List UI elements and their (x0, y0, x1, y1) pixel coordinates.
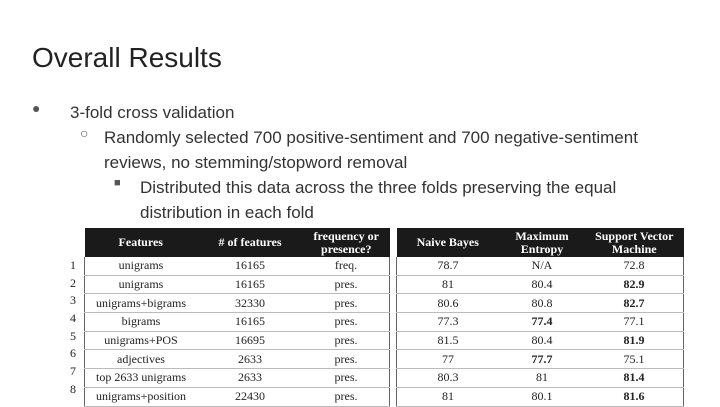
cell-svm: 77.1 (585, 313, 684, 332)
cell-max-entropy: 80.1 (499, 387, 585, 406)
bullet-circle-icon: ○ (80, 125, 89, 141)
table-row (85, 387, 684, 406)
header-separator (390, 228, 397, 257)
cell-frequency: pres. (303, 294, 390, 313)
cell-naive-bayes: 80.6 (397, 294, 500, 313)
header-features: Features (85, 228, 198, 257)
cell-naive-bayes: 77.3 (397, 313, 500, 332)
table-row (85, 313, 684, 332)
row-number: 5 (70, 328, 76, 343)
cell-frequency: pres. (303, 275, 390, 294)
cell-frequency: freq. (303, 257, 390, 275)
slide-title: Overall Results (32, 42, 222, 73)
cell-separator (390, 313, 397, 332)
cell-max-entropy: 81 (499, 369, 585, 388)
cell-features: unigrams+position (85, 387, 198, 406)
cell-frequency: pres. (303, 313, 390, 332)
header-frequency: frequency or presence? (303, 228, 390, 257)
table-row (85, 350, 684, 369)
cell-frequency: pres. (303, 369, 390, 388)
bullet-square-icon: ■ (114, 177, 121, 189)
bullet-level1: 3-fold cross validation (70, 103, 235, 122)
table-row (85, 369, 684, 388)
cell-svm: 81.9 (585, 331, 684, 350)
cell-svm: 81.4 (585, 369, 684, 388)
table-row (85, 275, 684, 294)
cell-svm: 75.1 (585, 350, 684, 369)
cell-max-entropy: N/A (499, 257, 585, 275)
cell-features: top 2633 unigrams (85, 369, 198, 388)
cell-svm: 81.6 (585, 387, 684, 406)
table-row (85, 294, 684, 313)
cell-num-features: 16165 (197, 313, 303, 332)
table-row (85, 331, 684, 350)
cell-num-features: 32330 (197, 294, 303, 313)
row-number: 7 (70, 364, 76, 379)
cell-svm: 82.9 (585, 275, 684, 294)
cell-naive-bayes: 81.5 (397, 331, 500, 350)
row-numbers (64, 257, 82, 399)
cell-svm: 82.7 (585, 294, 684, 313)
cell-features: unigrams+bigrams (85, 294, 198, 313)
cell-features: unigrams (85, 275, 198, 294)
cell-svm: 72.8 (585, 257, 684, 275)
cell-separator (390, 257, 397, 275)
table-header-row (85, 228, 684, 257)
cell-num-features: 16165 (197, 257, 303, 275)
cell-num-features: 16695 (197, 331, 303, 350)
header-max-entropy: Maximum Entropy (499, 228, 585, 257)
cell-frequency: pres. (303, 331, 390, 350)
cell-separator (390, 331, 397, 350)
table-row (85, 257, 684, 275)
cell-separator (390, 275, 397, 294)
cell-frequency: pres. (303, 387, 390, 406)
cell-num-features: 2633 (197, 369, 303, 388)
cell-features: adjectives (85, 350, 198, 369)
cell-features: unigrams (85, 257, 198, 275)
cell-max-entropy: 80.4 (499, 275, 585, 294)
cell-num-features: 22430 (197, 387, 303, 406)
cell-separator (390, 369, 397, 388)
cell-naive-bayes: 77 (397, 350, 500, 369)
row-number: 6 (70, 346, 76, 361)
cell-max-entropy: 80.4 (499, 331, 585, 350)
bullet-level2: Randomly selected 700 positive-sentiment and 700 negative-sentiment reviews, no stemming/stopword removal (104, 128, 638, 172)
cell-separator (390, 294, 397, 313)
row-number: 2 (70, 275, 76, 290)
cell-max-entropy: 77.4 (499, 313, 585, 332)
row-number: 1 (70, 258, 76, 272)
cell-naive-bayes: 81 (397, 275, 500, 294)
cell-separator (390, 387, 397, 406)
cell-features: unigrams+POS (85, 331, 198, 350)
cell-max-entropy: 80.8 (499, 294, 585, 313)
row-number: 4 (70, 311, 76, 326)
bullet-level3: Distributed this data across the three folds preserving the equal distribution in each fold (140, 178, 617, 222)
header-num-features: # of features (197, 228, 303, 257)
row-number: 8 (70, 381, 76, 396)
cell-features: bigrams (85, 313, 198, 332)
cell-frequency: pres. (303, 350, 390, 369)
cell-separator (390, 350, 397, 369)
results-table-image (64, 226, 688, 404)
row-number: 3 (70, 293, 76, 308)
header-naive-bayes: Naive Bayes (397, 228, 500, 257)
results-table (84, 228, 684, 407)
cell-naive-bayes: 78.7 (397, 257, 500, 275)
bullet-dot-icon: ● (32, 100, 41, 116)
cell-num-features: 16165 (197, 275, 303, 294)
cell-num-features: 2633 (197, 350, 303, 369)
cell-max-entropy: 77.7 (499, 350, 585, 369)
cell-naive-bayes: 80.3 (397, 369, 500, 388)
cell-naive-bayes: 81 (397, 387, 500, 406)
header-svm: Support Vector Machine (585, 228, 684, 257)
